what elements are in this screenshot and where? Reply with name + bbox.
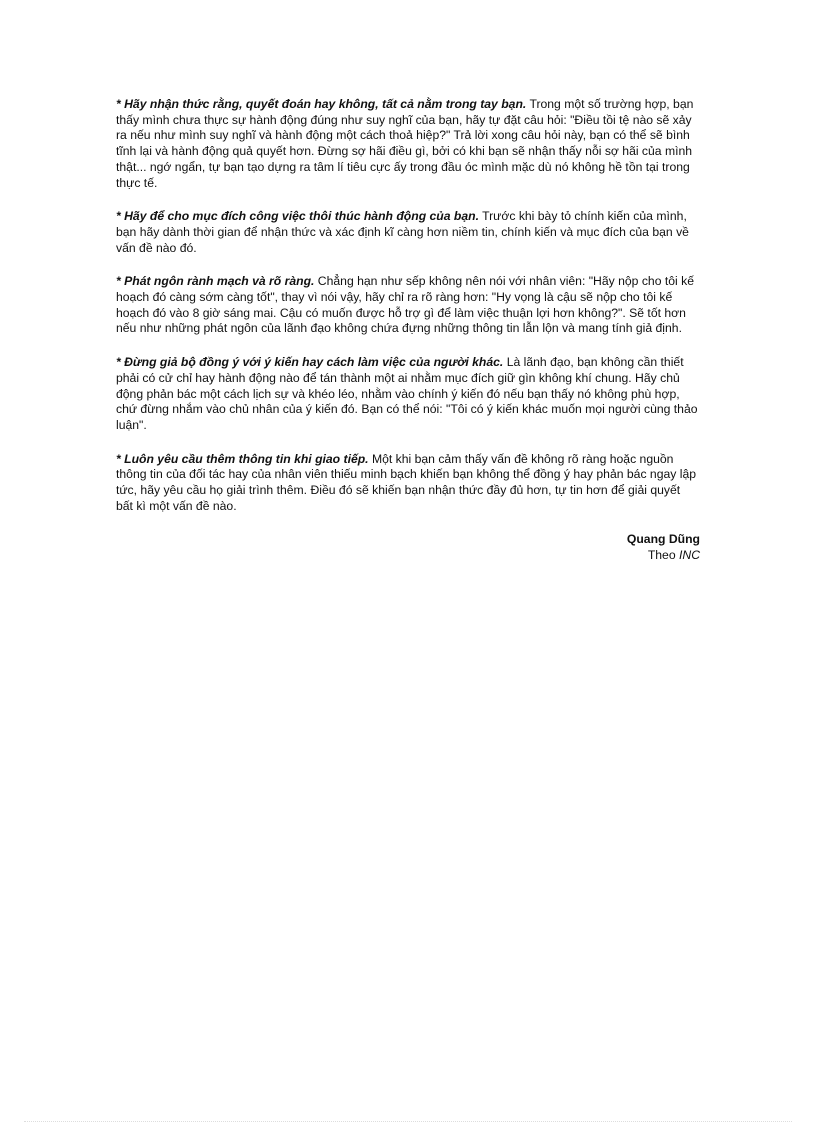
article-signature: [116, 532, 700, 563]
article-paragraph-4: [116, 355, 700, 434]
article-paragraph-2: [116, 209, 700, 256]
article-page: [116, 97, 700, 564]
paragraph-lead: * Đừng giả bộ đồng ý với ý kiến hay cách làm việc của người khác.: [116, 355, 504, 370]
author-name: Quang Dũng: [626, 532, 700, 547]
paragraph-body: Trong một số trường hợp, bạn thấy mình chưa thực sự hành động đúng như suy nghĩ của bạn, hãy tự đặt câu hỏi: "Điều tồi tệ nào sẽ xảy ra nếu như mình suy nghĩ và hành động một cách thoả hiệp?" Trả lời xong câu hỏi này, bạn có thể sẽ bình tĩnh lại và hành động quả quyết hơn. Đừng sợ hãi điều gì, bởi có khi bạn sẽ nhận thấy nỗi sợ hãi của mình thật... ngớ ngẩn, tự bạn tạo dựng ra tâm lí tiêu cực ấy trong đầu óc mình mặc dù nó không hề tồn tại trong thực tế.: [116, 97, 694, 190]
paragraph-lead: * Luôn yêu cầu thêm thông tin khi giao tiếp.: [116, 451, 369, 466]
article-paragraph-5: [116, 452, 700, 515]
paragraph-lead: * Hãy để cho mục đích công việc thôi thúc hành động của bạn.: [116, 209, 479, 224]
paragraph-body: Chẳng hạn như sếp không nên nói với nhân viên: "Hãy nộp cho tôi kế hoạch đó càng sớm càng tốt", thay vì nói vậy, hãy chỉ ra rõ ràng hơn: "Hy vọng là cậu sẽ nộp cho tôi kế hoạch đó vào 8 giờ sáng mai. Cậu có muốn được hỗ trợ gì để làm việc thuận lợi hơn không?". Sẽ tốt hơn nếu như những phát ngôn của lãnh đạo không chứa đựng những thông tin lẫn lộn và mang tính giả định.: [116, 274, 695, 336]
source-name: INC: [679, 548, 700, 563]
source-line: [116, 548, 700, 564]
source-prefix: Theo: [647, 548, 679, 563]
article-paragraph-3: [116, 274, 700, 337]
paragraph-lead: * Hãy nhận thức rằng, quyết đoán hay không, tất cả nằm trong tay bạn.: [116, 97, 527, 111]
paragraph-body: Là lãnh đạo, bạn không cần thiết phải có cử chỉ hay hành động nào để tán thành một ai nhằm mục đích giữ gìn không khí chung. Hãy chủ động phản bác một cách lịch sự và khéo léo, nhằm vào chính ý kiến đó nếu bạn thấy nó không phù hợp, chứ đừng nhắm vào chủ nhân của ý kiến đó. Bạn có thể nói: "Tôi có ý kiến khác muốn mọi người cùng thảo luận".: [116, 355, 698, 432]
paragraph-body: Trước khi bày tỏ chính kiến của mình, bạn hãy dành thời gian để nhận thức và xác định kĩ càng hơn niềm tin, chính kiến và mục đích của bạn về vấn đề nào đó.: [116, 209, 689, 255]
article-paragraph-1: [116, 97, 700, 191]
page-bottom-divider: [24, 1121, 792, 1122]
paragraph-lead: * Phát ngôn rành mạch và rõ ràng.: [116, 274, 315, 289]
paragraph-body: Một khi bạn cảm thấy vấn đề không rõ ràng hoặc nguồn thông tin của đối tác hay của nhân viên thiếu minh bạch khiến bạn không thể đồng ý hay phản bác ngay lập tức, hãy yêu cầu họ giải trình thêm. Điều đó sẽ khiến bạn nhận thức đầy đủ hơn, tự tin hơn để giải quyết bất kì một vấn đề nào.: [116, 451, 697, 513]
